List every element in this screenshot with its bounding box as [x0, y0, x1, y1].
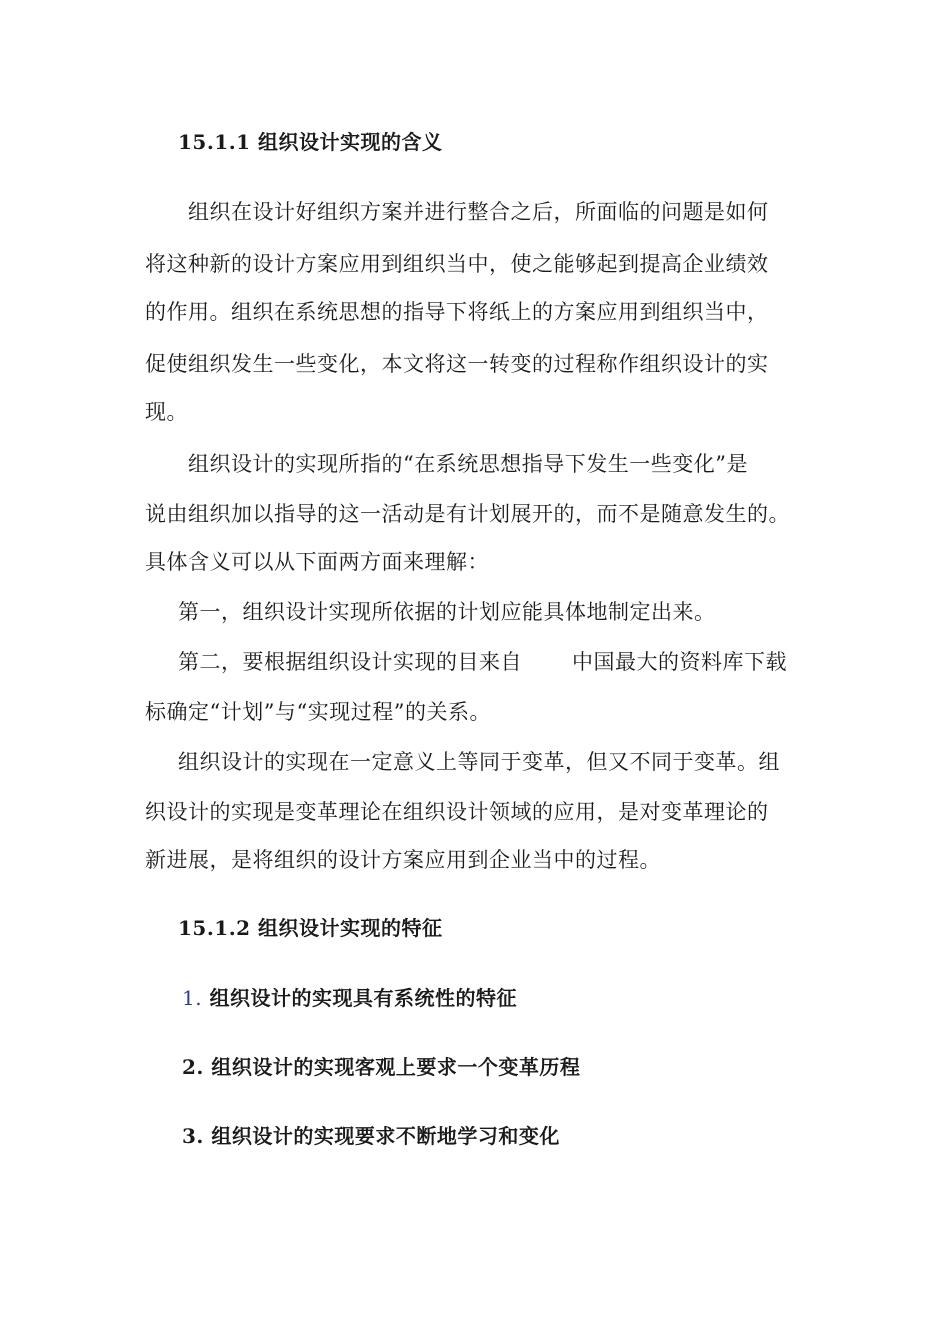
point-one: 第一，组织设计实现所依据的计划应能具体地制定出来。 — [178, 600, 716, 624]
list-item — [182, 1053, 580, 1081]
list-item-number: 3. — [182, 1124, 204, 1148]
list-item-text: 组织设计的实现客观上要求一个变革历程 — [211, 1055, 581, 1079]
section-heading-1: 15.1.1 组织设计实现的含义 — [178, 130, 443, 154]
paragraph-line: 的作用。组织在系统思想的指导下将纸上的方案应用到组织当中， — [145, 300, 769, 324]
paragraph-line: 具体含义可以从下面两方面来理解： — [145, 550, 489, 574]
paragraph-line: 现。 — [145, 400, 188, 424]
list-item-number: 1. — [182, 986, 203, 1010]
list-item-text: 组织设计的实现具有系统性的特征 — [209, 986, 518, 1010]
point-two-part-a: 第二，要根据组织设计实现的目来自 — [178, 650, 522, 674]
list-item — [182, 1122, 560, 1150]
section-heading-2: 15.1.2 组织设计实现的特征 — [178, 916, 443, 940]
paragraph-line: 织设计的实现是变革理论在组织设计领域的应用，是对变革理论的 — [145, 800, 769, 824]
paragraph-line: 组织设计的实现在一定意义上等同于变革，但又不同于变革。组 — [178, 750, 780, 774]
paragraph-line: 说由组织加以指导的这一活动是有计划展开的，而不是随意发生的。 — [145, 502, 790, 526]
list-item-number: 2. — [182, 1055, 204, 1079]
list-item-text: 组织设计的实现要求不断地学习和变化 — [211, 1124, 560, 1148]
list-item — [182, 984, 517, 1012]
paragraph-line: 促使组织发生一些变化，本文将这一转变的过程称作组织设计的实 — [145, 352, 769, 376]
point-two-continuation: 标确定“计划”与“实现过程”的关系。 — [145, 700, 491, 724]
paragraph-line: 将这种新的设计方案应用到组织当中，使之能够起到提高企业绩效 — [145, 252, 769, 276]
paragraph-line: 组织在设计好组织方案并进行整合之后，所面临的问题是如何 — [188, 200, 769, 224]
paragraph-line: 组织设计的实现所指的“在系统思想指导下发生一些变化”是 — [188, 452, 748, 476]
point-two-part-b: 中国最大的资料库下载 — [572, 650, 787, 674]
paragraph-line: 新进展，是将组织的设计方案应用到企业当中的过程。 — [145, 848, 661, 872]
point-two — [178, 648, 787, 676]
